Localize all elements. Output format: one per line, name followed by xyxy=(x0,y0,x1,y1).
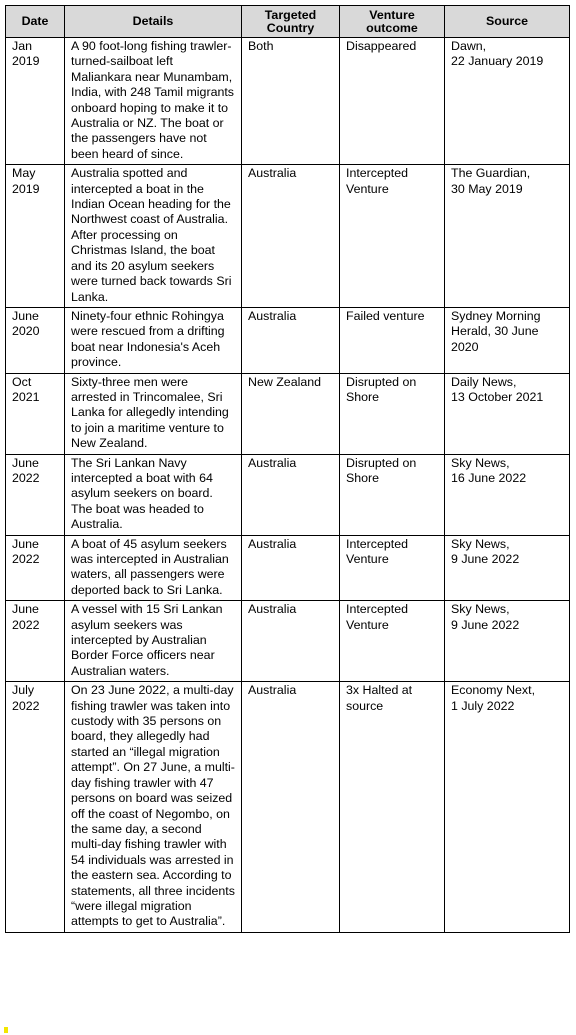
cell-outcome: Intercepted Venture xyxy=(340,165,445,308)
cell-date: Oct 2021 xyxy=(6,373,65,454)
cell-outcome: Failed venture xyxy=(340,307,445,373)
cell-source: Sydney Morning Herald, 30 June 2020 xyxy=(445,307,570,373)
table-row xyxy=(6,373,570,454)
cell-outcome: Intercepted Venture xyxy=(340,601,445,682)
cell-outcome: Disappeared xyxy=(340,38,445,165)
cell-date: June 2020 xyxy=(6,307,65,373)
cell-date: June 2022 xyxy=(6,601,65,682)
cell-outcome: Disrupted on Shore xyxy=(340,454,445,535)
cell-date: June 2022 xyxy=(6,454,65,535)
cell-details: Australia spotted and intercepted a boat in the Indian Ocean heading for the Northwest coast of Australia. After processing on Christmas Island, the boat and its 20 asylum seekers were turned back towards Sri Lanka. xyxy=(65,165,242,308)
cell-outcome: 3x Halted at source xyxy=(340,682,445,933)
table-row xyxy=(6,535,570,601)
cell-details: Ninety-four ethnic Rohingya were rescued from a drifting boat near Indonesia's Aceh province. xyxy=(65,307,242,373)
cell-details: On 23 June 2022, a multi-day fishing trawler was taken into custody with 35 persons on board, they allegedly had started an “illegal migration attempt”. On 27 June, a multi-day fishing trawler with 47 persons on board was seized off the coast of Negombo, on the same day, a second multi-day fishing trawler with 54 individuals was arrested in the eastern sea. According to statements, all three incidents “were illegal migration attempts to get to Australia”. xyxy=(65,682,242,933)
cell-country: Australia xyxy=(242,682,340,933)
header-venture-outcome: Venture outcome xyxy=(340,6,445,38)
cell-details: Sixty-three men were arrested in Trincomalee, Sri Lanka for allegedly intending to join a maritime venture to New Zealand. xyxy=(65,373,242,454)
cell-details: The Sri Lankan Navy intercepted a boat with 64 asylum seekers on board. The boat was headed to Australia. xyxy=(65,454,242,535)
cell-details: A 90 foot-long fishing trawler-turned-sailboat left Maliankara near Munambam, India, with 248 Tamil migrants onboard hoping to make it to Australia or NZ. The boat or the passengers have not been heard of since. xyxy=(65,38,242,165)
cell-source: The Guardian, 30 May 2019 xyxy=(445,165,570,308)
cell-country: Australia xyxy=(242,454,340,535)
cell-country: Australia xyxy=(242,165,340,308)
table-row xyxy=(6,38,570,165)
cell-source: Economy Next, 1 July 2022 xyxy=(445,682,570,933)
cell-country: Australia xyxy=(242,535,340,601)
cell-country: Australia xyxy=(242,307,340,373)
header-row xyxy=(6,6,570,38)
cell-outcome: Intercepted Venture xyxy=(340,535,445,601)
cell-source: Dawn, 22 January 2019 xyxy=(445,38,570,165)
header-details: Details xyxy=(65,6,242,38)
header-date: Date xyxy=(6,6,65,38)
cell-country: Australia xyxy=(242,601,340,682)
cell-source: Sky News, 9 June 2022 xyxy=(445,535,570,601)
maritime-ventures-table xyxy=(5,5,570,933)
header-targeted-country: Targeted Country xyxy=(242,6,340,38)
corner-highlight-mark xyxy=(4,1027,8,1033)
cell-details: A vessel with 15 Sri Lankan asylum seekers was intercepted by Australian Border Force officers near Australian waters. xyxy=(65,601,242,682)
cell-date: June 2022 xyxy=(6,535,65,601)
cell-date: May 2019 xyxy=(6,165,65,308)
cell-source: Sky News, 16 June 2022 xyxy=(445,454,570,535)
cell-source: Daily News, 13 October 2021 xyxy=(445,373,570,454)
table-row xyxy=(6,682,570,933)
table-row xyxy=(6,601,570,682)
cell-date: Jan 2019 xyxy=(6,38,65,165)
header-source: Source xyxy=(445,6,570,38)
table-body xyxy=(6,38,570,933)
cell-outcome: Disrupted on Shore xyxy=(340,373,445,454)
table-row xyxy=(6,454,570,535)
table-row xyxy=(6,165,570,308)
cell-country: Both xyxy=(242,38,340,165)
cell-source: Sky News, 9 June 2022 xyxy=(445,601,570,682)
cell-details: A boat of 45 asylum seekers was intercepted in Australian waters, all passengers were deported back to Sri Lanka. xyxy=(65,535,242,601)
table-row xyxy=(6,307,570,373)
cell-date: July 2022 xyxy=(6,682,65,933)
cell-country: New Zealand xyxy=(242,373,340,454)
